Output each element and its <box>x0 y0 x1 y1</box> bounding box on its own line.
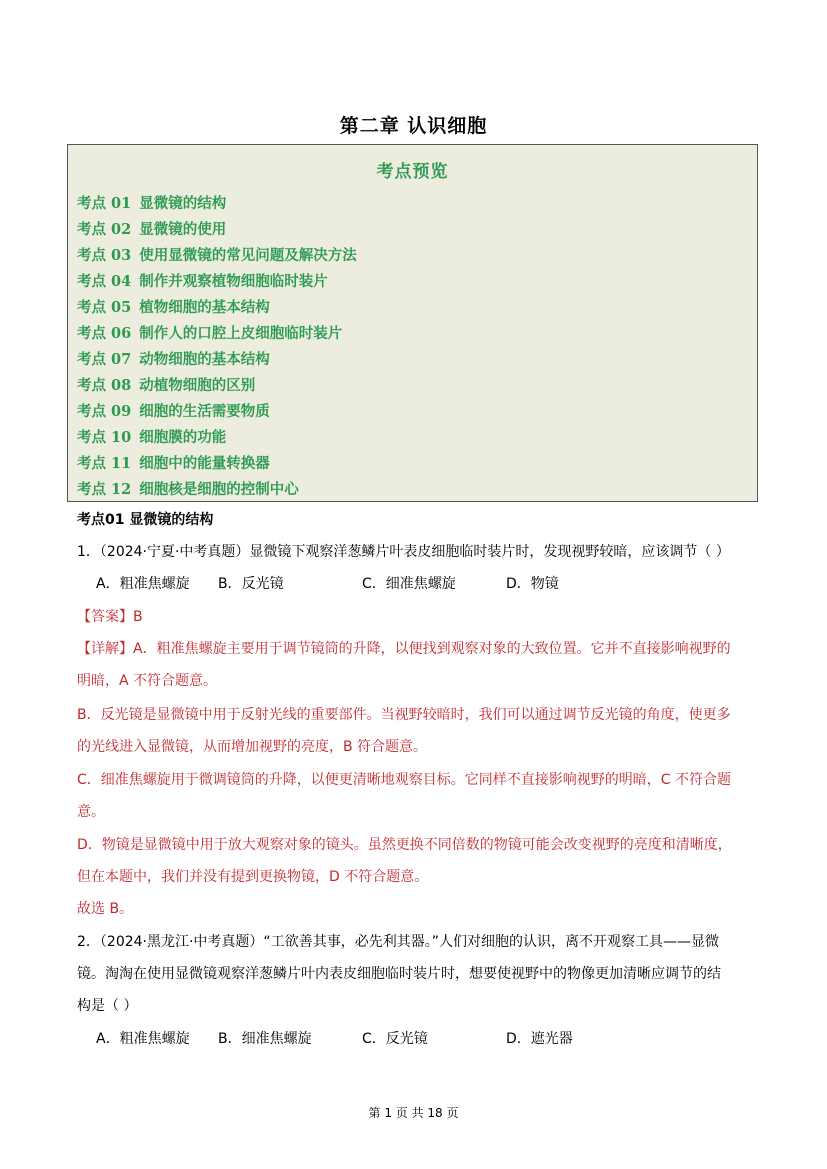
detail-line: 【详解】A．粗准焦螺旋主要用于调节镜筒的升降，以便找到观察对象的大致位置。它并不直接影响视野的 <box>77 641 731 657</box>
preview-item: 考点 12 细胞核是细胞的控制中心 <box>77 481 299 498</box>
question-2-stem: 构是（ ） <box>77 998 138 1014</box>
detail-line: B．反光镜是显微镜中用于反射光线的重要部件。当视野较暗时，我们可以通过调节反光镜的角度，使更多 <box>77 707 731 723</box>
detail-line: D．物镜是显微镜中用于放大观察对象的镜头。虽然更换不同倍数的物镜可能会改变视野的亮度和清晰度， <box>77 837 732 853</box>
detail-line: 的光线进入显微镜，从而增加视野的亮度，B 符合题意。 <box>77 739 428 755</box>
option-a: A．粗准焦螺旋 <box>96 1031 190 1047</box>
section-heading: 考点01 显微镜的结构 <box>77 512 214 528</box>
detail-line: 故选 B。 <box>77 901 134 917</box>
question-2-options <box>96 1029 573 1049</box>
preview-item: 考点 10 细胞膜的功能 <box>77 429 227 446</box>
preview-item: 考点 04 制作并观察植物细胞临时装片 <box>77 273 328 290</box>
preview-item: 考点 02 显微镜的使用 <box>77 221 227 238</box>
question-2-stem: 镜。淘淘在使用显微镜观察洋葱鳞片叶内表皮细胞临时装片时，想要使视野中的物像更加清晰应调节的结 <box>77 966 721 982</box>
preview-item: 考点 11 细胞中的能量转换器 <box>77 455 270 472</box>
preview-item: 考点 05 植物细胞的基本结构 <box>77 299 270 316</box>
page-footer: 第 1 页 共 18 页 <box>368 1106 459 1120</box>
preview-item: 考点 01 显微镜的结构 <box>77 195 227 212</box>
detail-tag: 【详解】 <box>77 641 133 657</box>
option-a: A．粗准焦螺旋 <box>96 576 190 592</box>
preview-item: 考点 09 细胞的生活需要物质 <box>77 403 270 420</box>
answer-tag: 【答案】 <box>77 609 133 625</box>
option-d: D．遮光器 <box>506 1031 573 1047</box>
option-b: B．细准焦螺旋 <box>218 1031 312 1047</box>
question-2-stem: 2．（2024·黑龙江·中考真题）“工欲善其事，必先利其器。”人们对细胞的认识，离不开观察工具——显微 <box>77 934 719 950</box>
preview-item: 考点 07 动物细胞的基本结构 <box>77 351 270 368</box>
option-c: C．细准焦螺旋 <box>362 576 456 592</box>
detail-line: 意。 <box>77 804 105 820</box>
detail-line: C．细准焦螺旋用于微调镜筒的升降，以便更清晰地观察目标。它同样不直接影响视野的明暗，C 不符合题 <box>77 772 731 788</box>
option-c: C．反光镜 <box>362 1031 428 1047</box>
detail-line: 明暗，A 不符合题意。 <box>77 673 218 689</box>
preview-item: 考点 06 制作人的口腔上皮细胞临时装片 <box>77 325 343 342</box>
question-1-options <box>96 574 559 594</box>
preview-title: 考点预览 <box>376 162 449 182</box>
question-1-stem: 1．（2024·宁夏·中考真题）显微镜下观察洋葱鳞片叶表皮细胞临时装片时，发现视野较暗，应该调节（ ） <box>77 544 730 560</box>
preview-box <box>67 144 758 502</box>
answer-value: B <box>133 609 143 625</box>
option-d: D．物镜 <box>506 576 559 592</box>
answer-line <box>77 607 143 627</box>
preview-item: 考点 08 动植物细胞的区别 <box>77 377 256 394</box>
page-title: 第二章 认识细胞 <box>339 115 488 137</box>
detail-line: 但在本题中，我们并没有提到更换物镜，D 不符合题意。 <box>77 869 429 885</box>
preview-item: 考点 03 使用显微镜的常见问题及解决方法 <box>77 247 357 264</box>
option-b: B．反光镜 <box>218 576 284 592</box>
